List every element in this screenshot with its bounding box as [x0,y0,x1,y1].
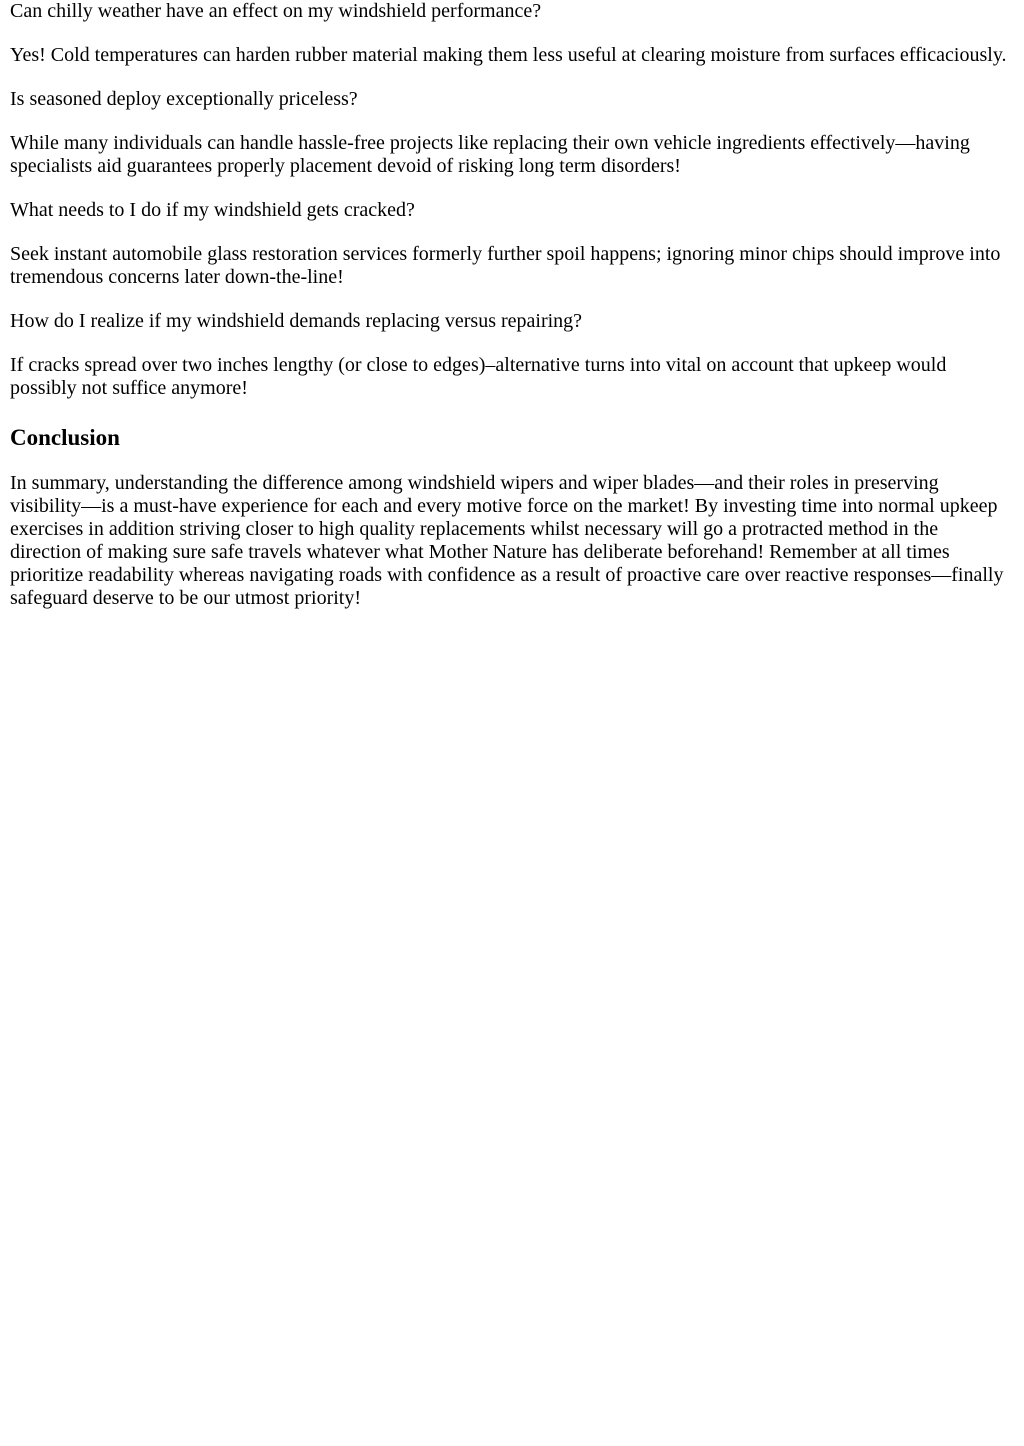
conclusion-heading: Conclusion [10,425,120,450]
faq-question-replace-vs-repair: How do I realize if my windshield demands replacing versus repairing? [10,310,583,332]
faq-answer-cracked-windshield: Seek instant automobile glass restoration services formerly further spoil happens; ignoring minor chips should improve into tremendous concerns later down-the-line! [10,243,1001,288]
faq-question-cold-weather: Can chilly weather have an effect on my windshield performance? [10,0,542,22]
faq-answer-professional-install: While many individuals can handle hassle-free projects like replacing their own vehicle ingredients effectively—having specialists aid guarantees properly placement devoid of risking long term disorders! [10,132,970,177]
faq-answer-replace-vs-repair: If cracks spread over two inches lengthy (or close to edges)–alternative turns into vital on account that upkeep would possibly not suffice anymore! [10,354,947,399]
faq-answer-cold-weather: Yes! Cold temperatures can harden rubber material making them less useful at clearing moisture from surfaces efficaciously. [10,44,1007,66]
article-body [10,0,1014,610]
faq-question-cracked-windshield: What needs to I do if my windshield gets cracked? [10,199,415,221]
conclusion-paragraph: In summary, understanding the difference among windshield wipers and wiper blades—and their roles in preserving visibility—is a must-have experience for each and every motive force on the market! By investing time into normal upkeep exercises in addition striving closer to high quality replacements whilst necessary will go a protracted method in the direction of making sure safe travels whatever what Mother Nature has deliberate beforehand! Remember at all times prioritize readability whereas navigating roads with confidence as a result of proactive care over reactive responses—finally safeguard deserve to be our utmost priority! [10,472,1004,609]
faq-question-professional-install: Is seasoned deploy exceptionally priceless? [10,88,358,110]
